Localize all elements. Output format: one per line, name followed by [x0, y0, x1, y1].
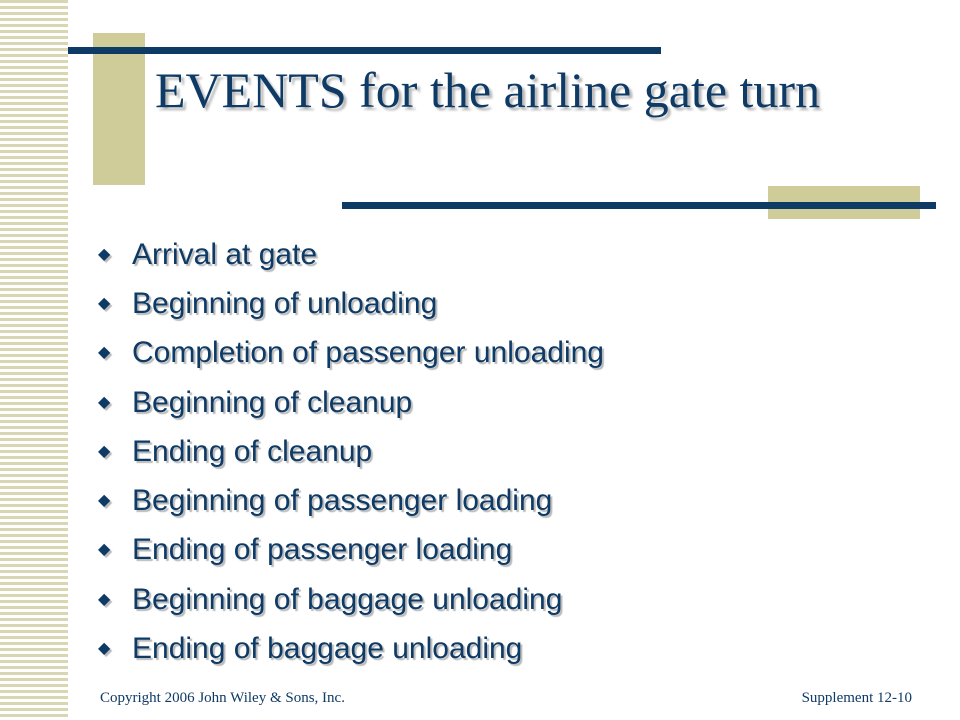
diamond-bullet-icon: ◆: [98, 294, 111, 312]
event-text: Completion of passenger unloading: [132, 336, 604, 370]
event-text: Ending of passenger loading: [132, 533, 513, 567]
event-list: [98, 230, 604, 674]
left-stripe-decoration: [0, 0, 68, 720]
event-text: Ending of cleanup: [132, 434, 373, 468]
list-item: [98, 624, 604, 673]
diamond-bullet-icon: ◆: [98, 590, 111, 608]
diamond-bullet-icon: ◆: [98, 640, 111, 658]
diamond-bullet-icon: ◆: [98, 442, 111, 460]
event-text: Beginning of passenger loading: [132, 484, 553, 518]
event-text: Beginning of baggage unloading: [132, 582, 563, 616]
title-rule-bottom: [342, 202, 936, 209]
list-item: [98, 230, 604, 279]
list-item: [98, 476, 604, 525]
diamond-bullet-icon: ◆: [98, 541, 111, 559]
slide-title: EVENTS for the airline gate turn: [155, 62, 821, 118]
accent-block-top: [93, 33, 145, 185]
list-item: [98, 575, 604, 624]
diamond-bullet-icon: ◆: [98, 245, 111, 263]
list-item: [98, 329, 604, 378]
diamond-bullet-icon: ◆: [98, 492, 111, 510]
event-text: Ending of baggage unloading: [132, 632, 523, 666]
diamond-bullet-icon: ◆: [98, 393, 111, 411]
event-text: Arrival at gate: [132, 237, 318, 271]
list-item: [98, 526, 604, 575]
list-item: [98, 427, 604, 476]
copyright-footer: Copyright 2006 John Wiley & Sons, Inc.: [100, 690, 345, 706]
event-text: Beginning of unloading: [132, 286, 438, 320]
diamond-bullet-icon: ◆: [98, 344, 111, 362]
title-rule-top: [68, 47, 661, 54]
event-text: Beginning of cleanup: [132, 385, 413, 419]
slide-number-footer: Supplement 12-10: [801, 690, 912, 706]
list-item: [98, 279, 604, 328]
list-item: [98, 378, 604, 427]
